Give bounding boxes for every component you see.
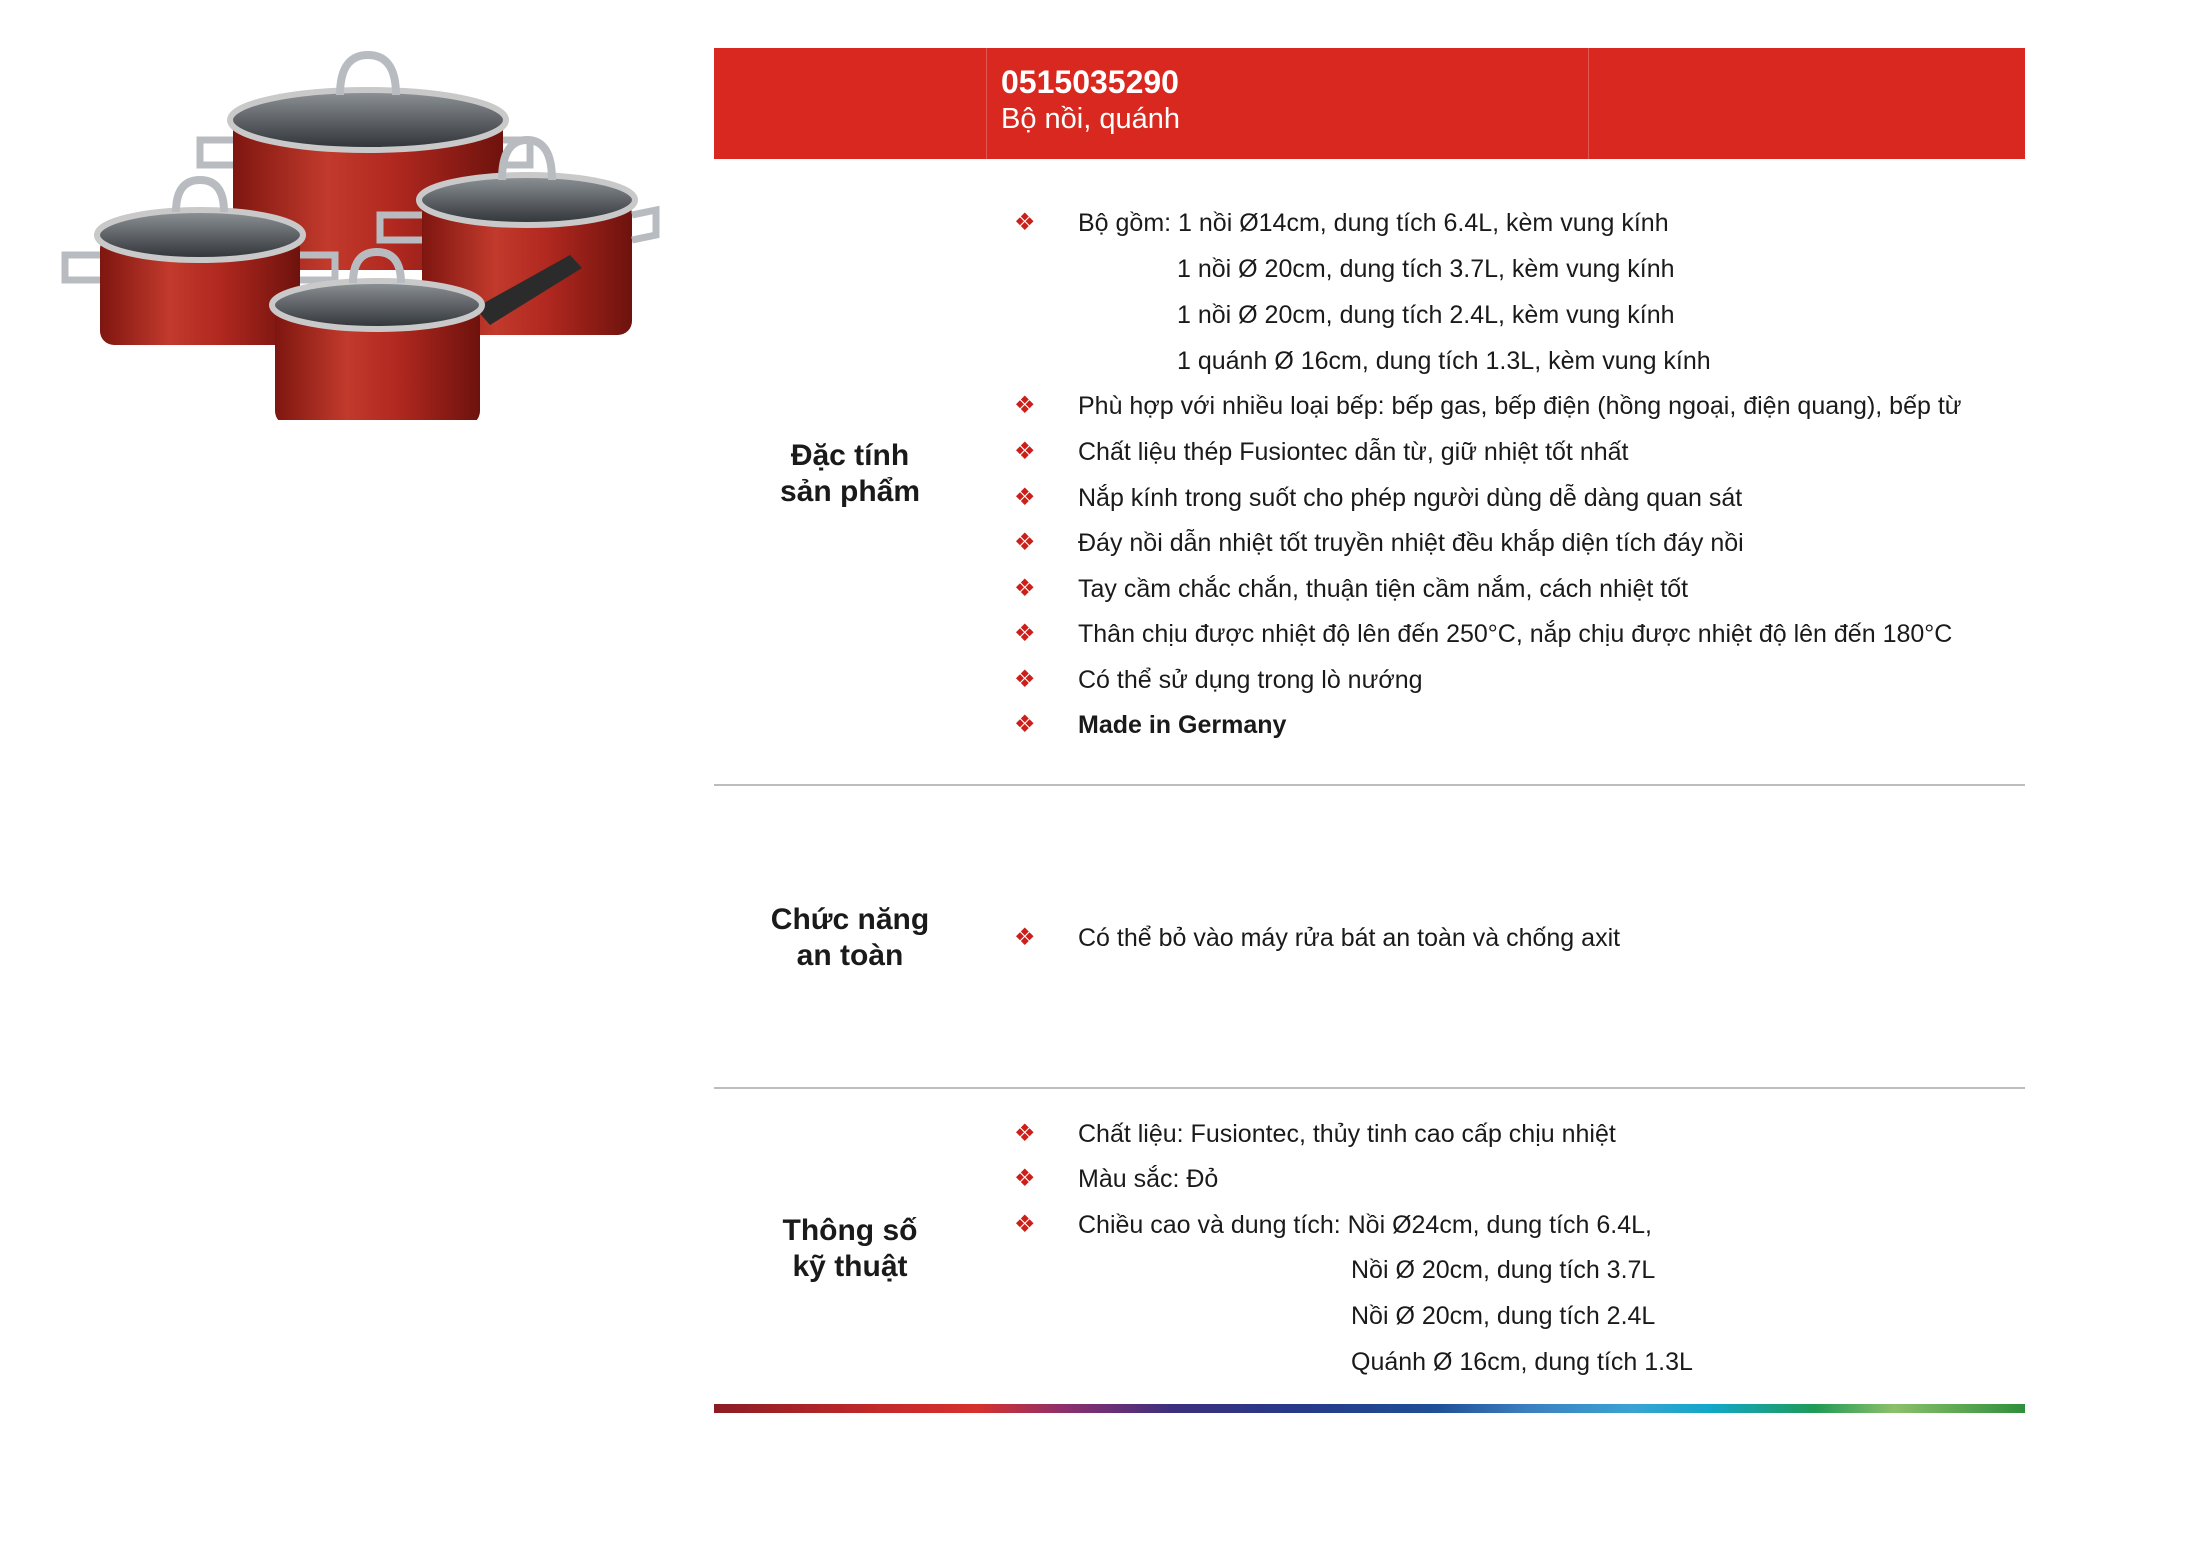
bullet-icon: ❖: [1014, 209, 1036, 236]
header-divider: [1588, 48, 1589, 159]
color-strip: [714, 1404, 2025, 1413]
product-code: 0515035290: [1001, 64, 1179, 100]
product-subtitle: Bộ nồi, quánh: [1001, 103, 1180, 135]
features-label-line2: sản phẩm: [779, 475, 921, 508]
list-item: Chất liệu thép Fusiontec dẫn từ, giữ nhiệt tốt nhất: [1078, 438, 1629, 466]
specs-label: [714, 1213, 986, 1285]
list-item: Nồi Ø 20cm, dung tích 3.7L: [1351, 1256, 1656, 1284]
bullet-icon: ❖: [1014, 620, 1036, 647]
bullet-icon: ❖: [1014, 711, 1036, 738]
bullet-icon: ❖: [1014, 392, 1036, 419]
list-item: Phù hợp với nhiều loại bếp: bếp gas, bếp điện (hồng ngoại, điện quang), bếp từ: [1078, 392, 1962, 420]
header-divider: [986, 48, 987, 159]
list-item: Đáy nồi dẫn nhiệt tốt truyền nhiệt đều khắp diện tích đáy nồi: [1078, 529, 1744, 557]
bullet-icon: ❖: [1014, 924, 1036, 951]
list-item: Made in Germany: [1078, 711, 1287, 739]
section-divider: [714, 1087, 2025, 1089]
bullet-icon: ❖: [1014, 575, 1036, 602]
list-item: Nồi Ø 20cm, dung tích 2.4L: [1351, 1302, 1656, 1330]
list-item: Màu sắc: Đỏ: [1078, 1165, 1219, 1193]
bullet-icon: ❖: [1014, 438, 1036, 465]
bullet-icon: ❖: [1014, 1165, 1036, 1192]
bullet-icon: ❖: [1014, 1120, 1036, 1147]
list-item: Có thể sử dụng trong lò nướng: [1078, 666, 1423, 694]
bullet-icon: ❖: [1014, 1211, 1036, 1238]
safety-label: [714, 902, 986, 974]
section-divider: [714, 784, 2025, 786]
safety-label-line2: an toàn: [796, 939, 904, 972]
list-item: Tay cầm chắc chắn, thuận tiện cầm nắm, cách nhiệt tốt: [1078, 575, 1689, 603]
specs-label-line1: Thông số: [782, 1214, 918, 1247]
list-item: Có thể bỏ vào máy rửa bát an toàn và chống axit: [1078, 924, 1621, 952]
list-item: 1 nồi Ø 20cm, dung tích 3.7L, kèm vung kính: [1177, 255, 1675, 283]
header-bar: [714, 48, 2025, 159]
list-item: 1 quánh Ø 16cm, dung tích 1.3L, kèm vung kính: [1177, 347, 1711, 375]
bullet-icon: ❖: [1014, 666, 1036, 693]
features-label-line1: Đặc tính: [790, 439, 910, 472]
list-item: Nắp kính trong suốt cho phép người dùng dễ dàng quan sát: [1078, 484, 1743, 512]
list-item: Thân chịu được nhiệt độ lên đến 250°C, nắp chịu được nhiệt độ lên đến 180°C: [1078, 620, 1953, 648]
features-label: [714, 438, 986, 510]
list-item: Chiều cao và dung tích: Nồi Ø24cm, dung tích 6.4L,: [1078, 1211, 1652, 1239]
product-image: [50, 40, 670, 420]
list-item: Bộ gồm: 1 nồi Ø14cm, dung tích 6.4L, kèm vung kính: [1078, 209, 1669, 237]
list-item: Chất liệu: Fusiontec, thủy tinh cao cấp chịu nhiệt: [1078, 1120, 1616, 1148]
bullet-icon: ❖: [1014, 484, 1036, 511]
list-item: 1 nồi Ø 20cm, dung tích 2.4L, kèm vung kính: [1177, 301, 1675, 329]
bullet-icon: ❖: [1014, 529, 1036, 556]
safety-label-line1: Chức năng: [770, 903, 930, 936]
specs-label-line2: kỹ thuật: [792, 1250, 908, 1283]
list-item: Quánh Ø 16cm, dung tích 1.3L: [1351, 1348, 1693, 1376]
